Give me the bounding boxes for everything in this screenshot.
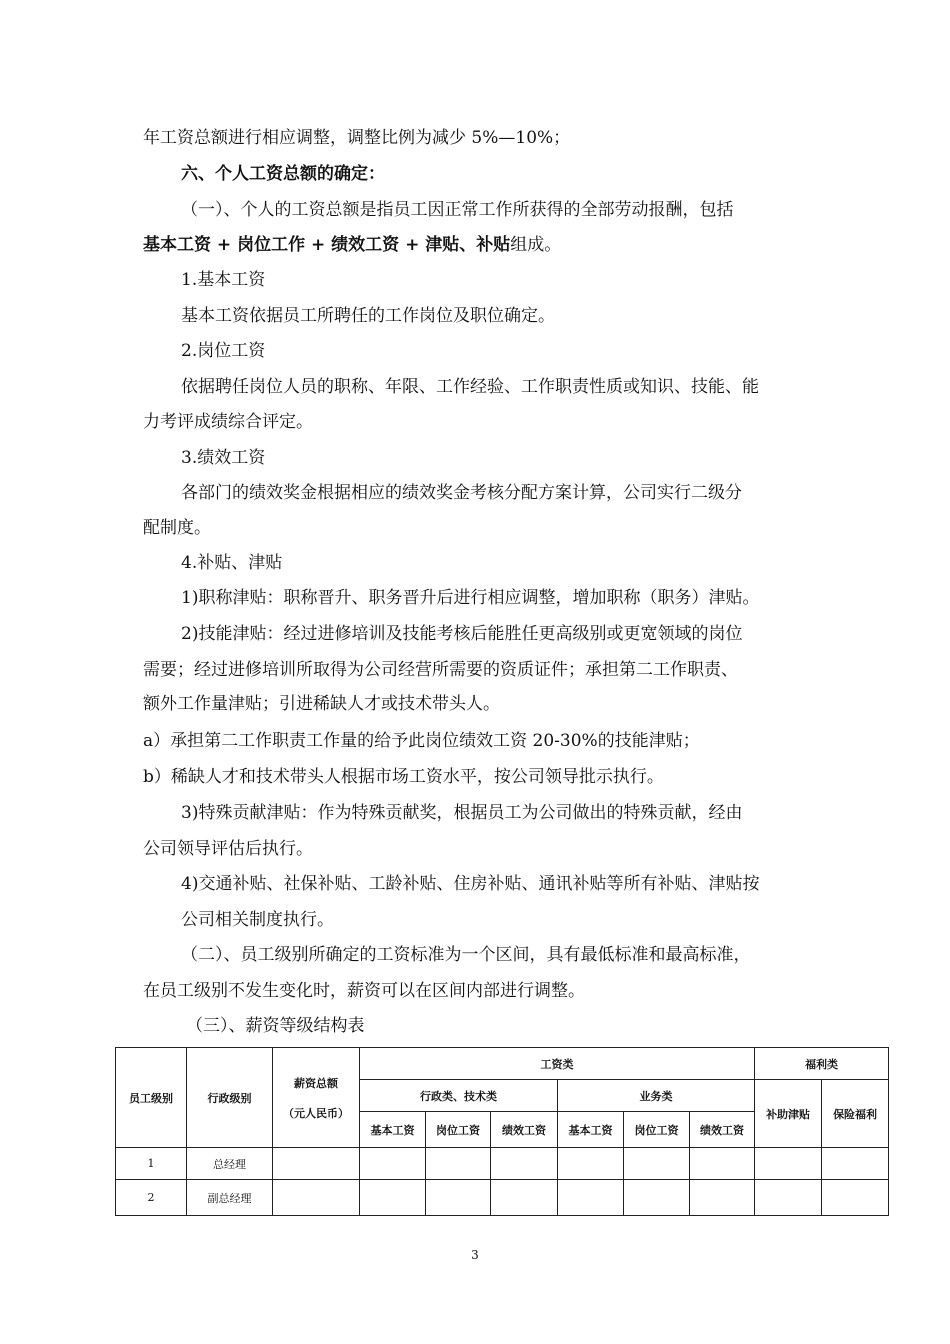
- cell-empty: [624, 1180, 690, 1216]
- header-employee-level: 员工级别: [116, 1048, 187, 1148]
- header-perf-wage: 绩效工资: [491, 1112, 558, 1148]
- header-base-wage: 基本工资: [558, 1112, 624, 1148]
- cell-empty: [690, 1148, 755, 1180]
- section-heading: 六、个人工资总额的确定：: [181, 164, 385, 184]
- table-title: （三）、薪资等级结构表: [186, 1016, 365, 1036]
- header-base-wage: 基本工资: [360, 1112, 426, 1148]
- cell-empty: [491, 1148, 558, 1180]
- paragraph-line: 公司领导评估后执行。: [143, 839, 313, 859]
- item-title: 2.岗位工资: [181, 341, 266, 361]
- header-post-wage: 岗位工资: [426, 1112, 491, 1148]
- cell-empty: [558, 1180, 624, 1216]
- paragraph-line: 4)交通补贴、社保补贴、工龄补贴、住房补贴、通讯补贴等所有补贴、津贴按: [181, 874, 760, 894]
- header-wage-category: 工资类: [360, 1048, 755, 1080]
- paragraph-line: （二）、员工级别所确定的工资标准为一个区间，具有最低标准和最高标准，: [181, 945, 751, 965]
- item-title: 4.补贴、津贴: [181, 553, 283, 573]
- cell-empty: [426, 1180, 491, 1216]
- paragraph-line: 依据聘任岗位人员的职称、年限、工作经验、工作职责性质或知识、技能、能: [181, 377, 759, 397]
- cell-empty: [273, 1180, 360, 1216]
- header-total-salary: [273, 1048, 360, 1148]
- cell-empty: [360, 1148, 426, 1180]
- cell-empty: [822, 1180, 889, 1216]
- paragraph-line: 各部门的绩效奖金根据相应的绩效奖金考核分配方案计算，公司实行二级分: [181, 483, 742, 503]
- list-item: a）承担第二工作职责工作量的给予此岗位绩效工资 20-30%的技能津贴；: [143, 731, 700, 751]
- paragraph-text: 组成。: [510, 235, 562, 255]
- table-header-row: [116, 1048, 889, 1080]
- cell-empty: [426, 1148, 491, 1180]
- salary-grade-table: [115, 1047, 889, 1216]
- header-post-wage: 岗位工资: [624, 1112, 690, 1148]
- paragraph-line: 3)特殊贡献津贴：作为特殊贡献奖，根据员工为公司做出的特殊贡献，经由: [181, 803, 743, 823]
- list-item: b）稀缺人才和技术带头人根据市场工资水平，按公司领导批示执行。: [143, 767, 664, 787]
- cell-empty: [360, 1180, 426, 1216]
- header-total-salary-unit: （元人民币）: [283, 1106, 349, 1120]
- paragraph-line: 力考评成绩综合评定。: [143, 412, 313, 432]
- paragraph-line: 在员工级别不发生变化时，薪资可以在区间内部进行调整。: [143, 981, 585, 1001]
- header-perf-wage: 绩效工资: [690, 1112, 755, 1148]
- table-row: [116, 1148, 889, 1180]
- header-total-salary-label: 薪资总额: [294, 1076, 338, 1090]
- bold-formula: 基本工资 + 岗位工作 + 绩效工资 + 津贴、补贴: [143, 235, 511, 255]
- cell-admin-level: 总经理: [187, 1148, 273, 1180]
- cell-level: 1: [116, 1148, 187, 1180]
- cell-empty: [273, 1148, 360, 1180]
- header-business: 业务类: [558, 1080, 755, 1112]
- cell-empty: [558, 1148, 624, 1180]
- cell-empty: [822, 1148, 889, 1180]
- cell-empty: [755, 1180, 822, 1216]
- paragraph-line: （一）、个人的工资总额是指员工因正常工作所获得的全部劳动报酬，包括: [181, 200, 734, 220]
- table-row: [116, 1180, 889, 1216]
- header-admin-level: 行政级别: [187, 1048, 273, 1148]
- header-insurance: 保险福利: [822, 1080, 889, 1148]
- paragraph-line: 需要；经过进修培训所取得为公司经营所需要的资质证件；承担第二工作职责、: [143, 660, 738, 680]
- paragraph-line: 配制度。: [143, 518, 211, 538]
- header-admin-tech: 行政类、技术类: [360, 1080, 558, 1112]
- item-title: 1.基本工资: [181, 270, 266, 290]
- paragraph-line: 基本工资依据员工所聘任的工作岗位及职位确定。: [181, 306, 555, 326]
- paragraph-line: 2)技能津贴：经过进修培训及技能考核后能胜任更高级别或更宽领域的岗位: [181, 624, 743, 644]
- paragraph-line: 公司相关制度执行。: [181, 910, 334, 930]
- paragraph-line: 额外工作量津贴；引进稀缺人才或技术带头人。: [143, 694, 500, 714]
- cell-admin-level: 副总经理: [187, 1180, 273, 1216]
- cell-empty: [491, 1180, 558, 1216]
- header-allowance: 补助津贴: [755, 1080, 822, 1148]
- page-number: 3: [471, 1248, 479, 1262]
- paragraph-line: [143, 233, 813, 257]
- cell-empty: [624, 1148, 690, 1180]
- cell-level: 2: [116, 1180, 187, 1216]
- header-welfare-category: 福利类: [755, 1048, 889, 1080]
- paragraph-line: 1)职称津贴：职称晋升、职务晋升后进行相应调整，增加职称（职务）津贴。: [181, 588, 760, 608]
- text-line: 年工资总额进行相应调整，调整比例为减少 5%—10%；: [143, 128, 571, 148]
- cell-empty: [690, 1180, 755, 1216]
- item-title: 3.绩效工资: [181, 448, 266, 468]
- cell-empty: [755, 1148, 822, 1180]
